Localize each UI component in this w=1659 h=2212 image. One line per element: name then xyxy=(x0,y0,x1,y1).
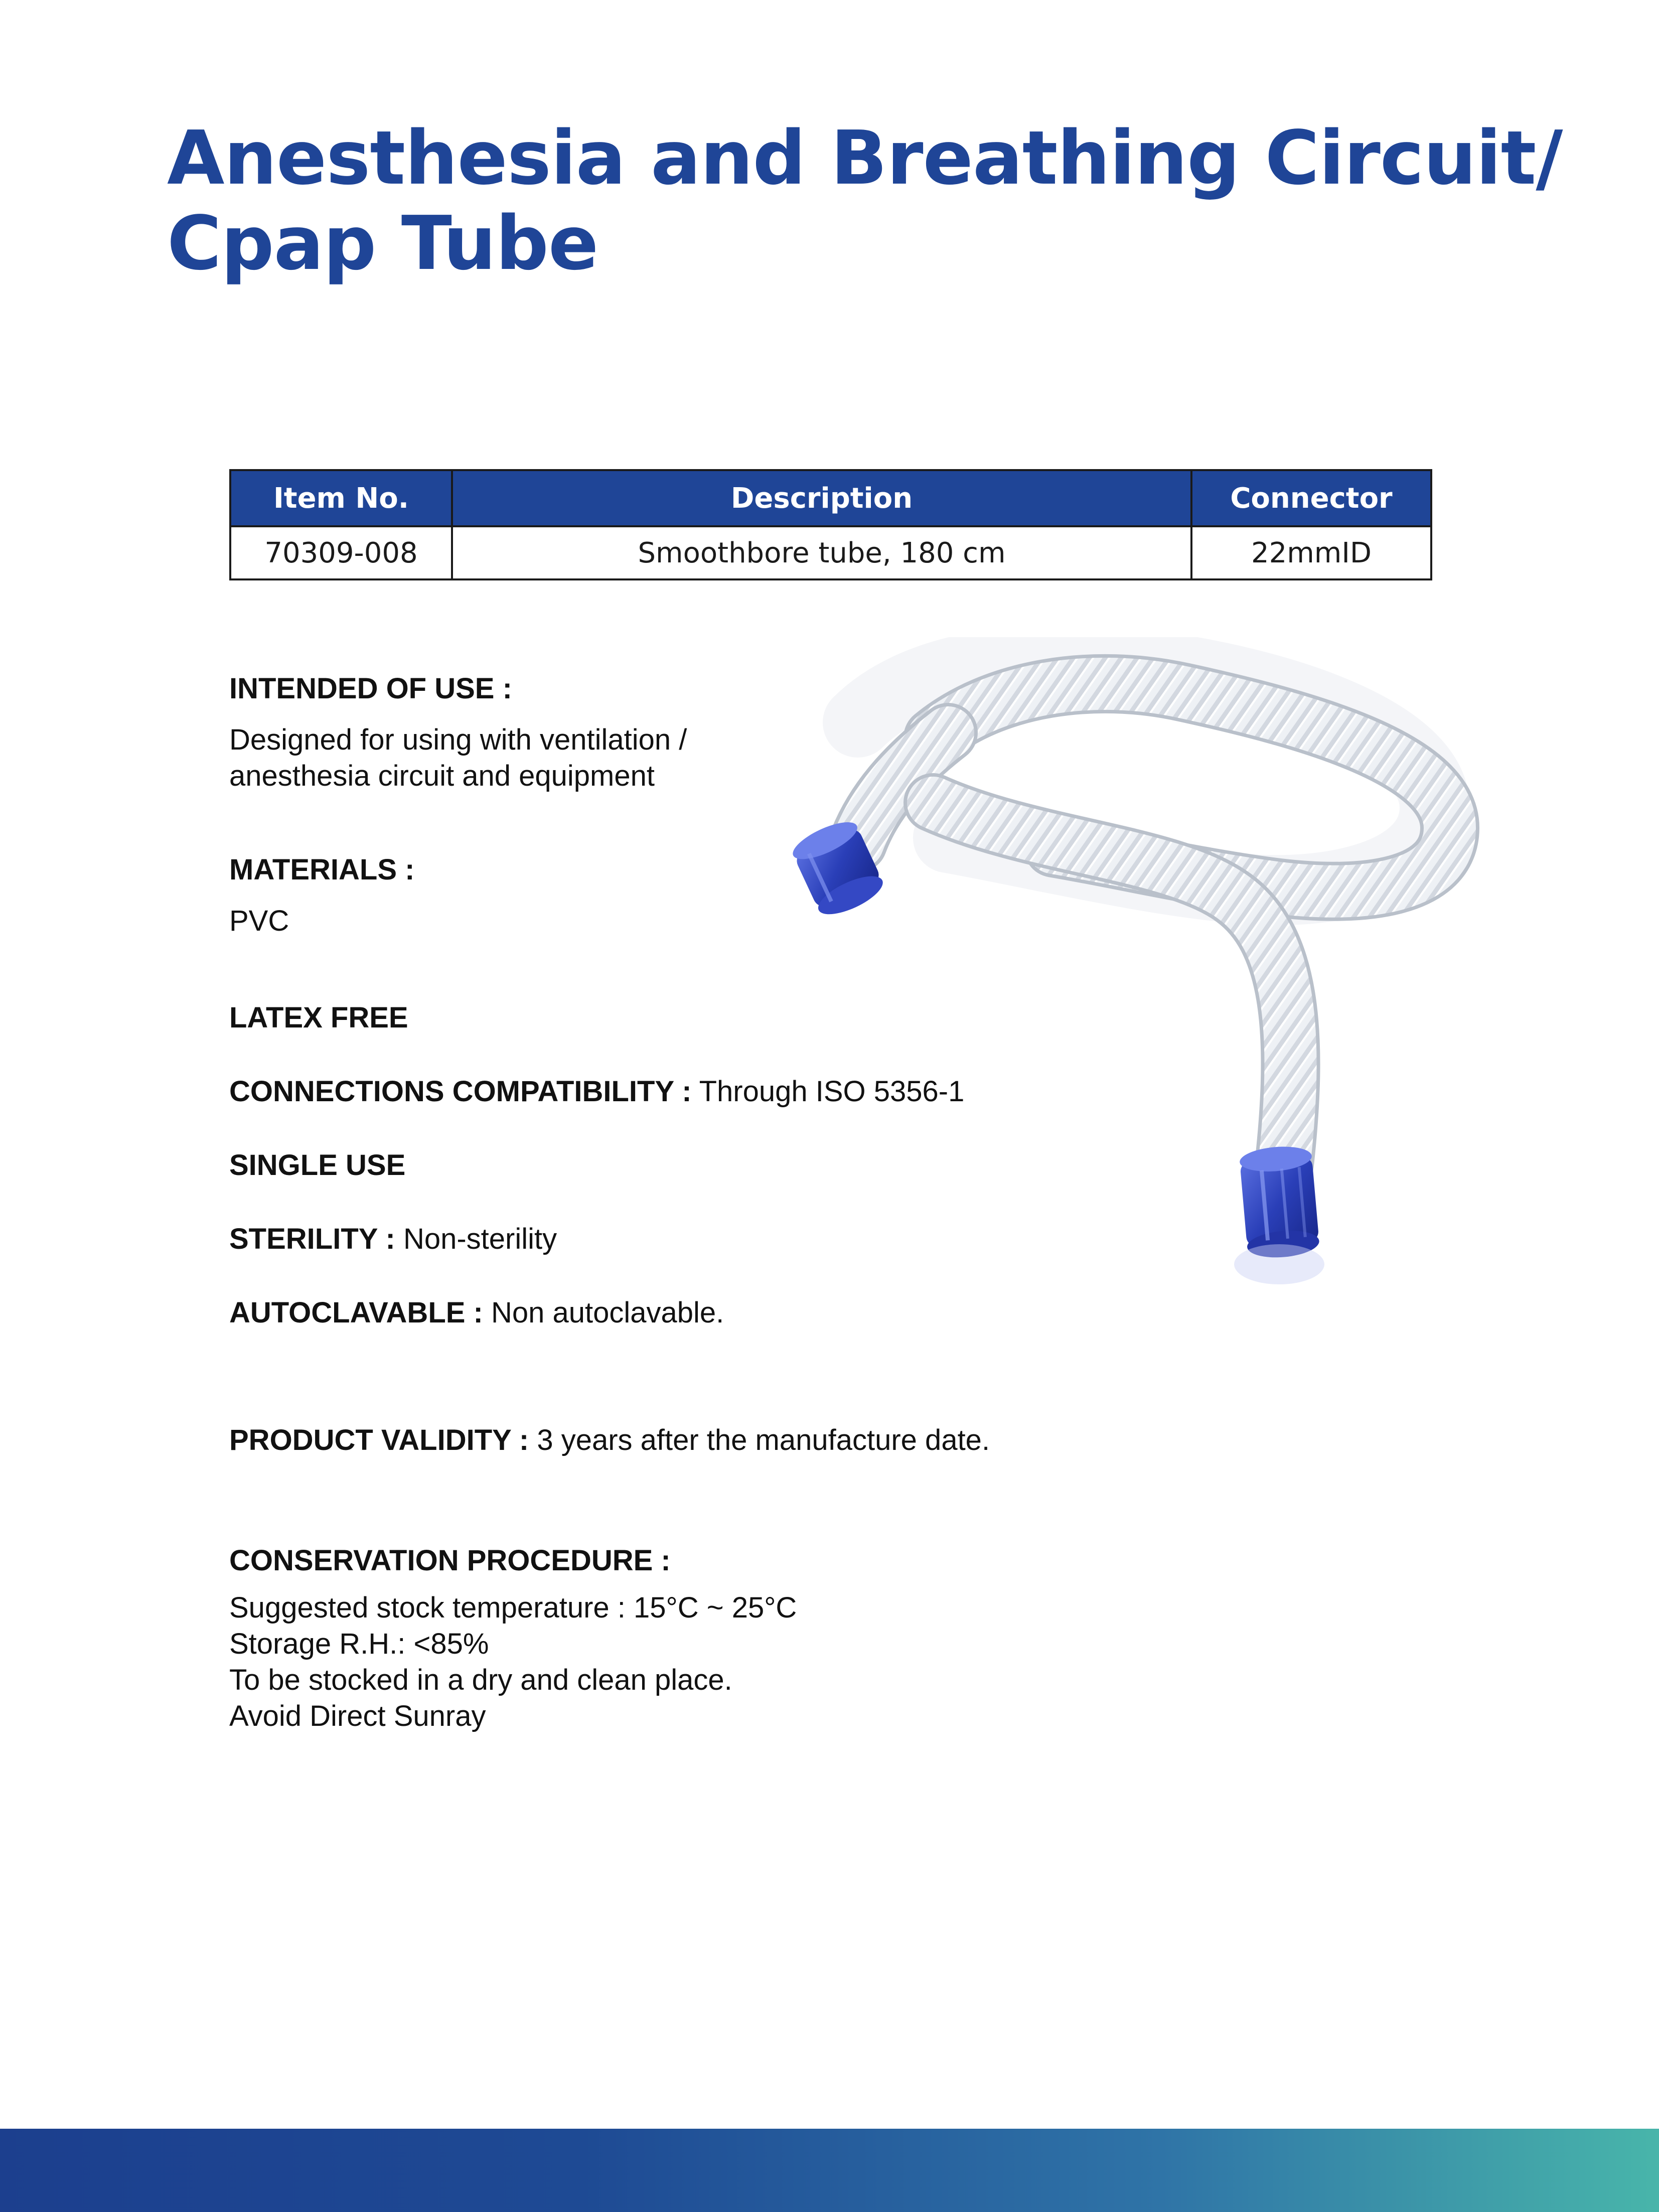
validity-label: PRODUCT VALIDITY : xyxy=(229,1424,529,1456)
table-header-row xyxy=(230,470,1431,526)
single-use-label: SINGLE USE xyxy=(229,1149,406,1182)
sterility-section xyxy=(229,1221,557,1257)
cell-connector: 22mmID xyxy=(1191,526,1431,579)
intended-use-label: INTENDED OF USE : xyxy=(229,672,512,705)
header-description: Description xyxy=(452,470,1191,526)
page-title xyxy=(167,115,1562,286)
conservation-line-1: Suggested stock temperature : 15°C ~ 25°C xyxy=(229,1591,797,1624)
connections-value: Through ISO 5356-1 xyxy=(691,1075,965,1108)
materials-value: PVC xyxy=(229,905,289,937)
latex-free-section xyxy=(229,1000,408,1036)
autoclavable-section xyxy=(229,1295,724,1331)
footer-gradient-bar xyxy=(0,2129,1659,2212)
page-title-line-2: Cpap Tube xyxy=(167,200,598,286)
page-title-line-1: Anesthesia and Breathing Circuit/ xyxy=(167,115,1563,201)
validity-section xyxy=(229,1422,990,1458)
validity-value: 3 years after the manufacture date. xyxy=(529,1424,990,1456)
intended-use-section xyxy=(229,671,687,794)
header-item-no: Item No. xyxy=(230,470,452,526)
sterility-value: Non-sterility xyxy=(395,1223,557,1255)
header-connector: Connector xyxy=(1191,470,1431,526)
latex-free-label: LATEX FREE xyxy=(229,1001,408,1034)
connections-label: CONNECTIONS COMPATIBILITY : xyxy=(229,1075,692,1108)
materials-section xyxy=(229,852,414,939)
intended-use-line-2: anesthesia circuit and equipment xyxy=(229,760,655,792)
cell-item-no: 70309-008 xyxy=(230,526,452,579)
cell-description: Smoothbore tube, 180 cm xyxy=(452,526,1191,579)
materials-label: MATERIALS : xyxy=(229,853,415,886)
sterility-label: STERILITY : xyxy=(229,1223,395,1255)
conservation-line-3: To be stocked in a dry and clean place. xyxy=(229,1664,732,1696)
conservation-line-2: Storage R.H.: <85% xyxy=(229,1628,489,1660)
single-use-section xyxy=(229,1147,405,1184)
conservation-line-4: Avoid Direct Sunray xyxy=(229,1700,486,1732)
conservation-label: CONSERVATION PROCEDURE : xyxy=(229,1544,671,1577)
table-row xyxy=(230,526,1431,579)
autoclavable-value: Non autoclavable. xyxy=(483,1296,724,1329)
product-spec-table xyxy=(229,469,1432,580)
autoclavable-label: AUTOCLAVABLE : xyxy=(229,1296,483,1329)
corrugated-tube-illustration xyxy=(783,637,1495,1330)
intended-use-line-1: Designed for using with ventilation / xyxy=(229,723,687,756)
conservation-section xyxy=(229,1543,797,1734)
